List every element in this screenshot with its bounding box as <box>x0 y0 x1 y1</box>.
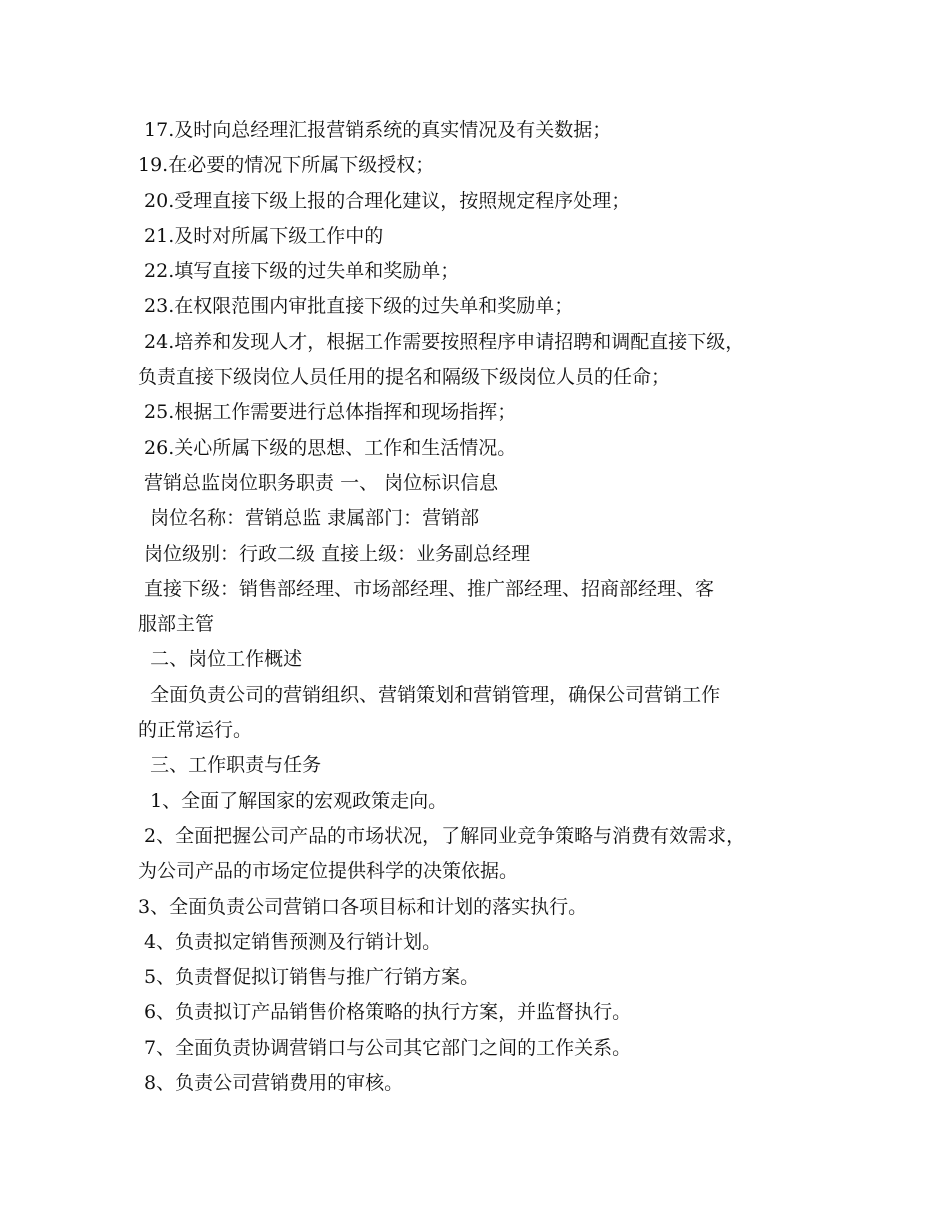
text-line: 24.培养和发现人才，根据工作需要按照程序申请招聘和调配直接下级， <box>138 330 745 353</box>
text-line: 直接下级：销售部经理、市场部经理、推广部经理、招商部经理、客 <box>138 577 715 600</box>
text-line: 负责直接下级岗位人员任用的提名和隔级下级岗位人员的任命； <box>138 366 671 389</box>
section-heading: 二、岗位工作概述 <box>138 648 303 671</box>
section-heading: 三、工作职责与任务 <box>138 754 322 777</box>
text-line: 全面负责公司的营销组织、营销策划和营销管理，确保公司营销工作 <box>138 683 721 706</box>
text-line: 的正常运行。 <box>138 719 253 742</box>
text-line: 23.在权限范围内审批直接下级的过失单和奖励单； <box>138 295 574 318</box>
text-line: 5、负责督促拟订销售与推广行销方案。 <box>138 966 480 989</box>
text-line: 22.填写直接下级的过失单和奖励单； <box>138 260 460 283</box>
text-line: 岗位名称：营销总监 隶属部门：营销部 <box>138 507 480 530</box>
text-line: 6、负责拟订产品销售价格策略的执行方案，并监督执行。 <box>138 1001 632 1024</box>
text-line: 20.受理直接下级上报的合理化建议，按照规定程序处理； <box>138 189 631 212</box>
text-line: 26.关心所属下级的思想、工作和生活情况。 <box>138 436 517 459</box>
text-line: 为公司产品的市场定位提供科学的决策依据。 <box>138 860 519 883</box>
text-line: 4、负责拟定销售预测及行销计划。 <box>138 930 442 953</box>
text-line: 7、全面负责协调营销口与公司其它部门之间的工作关系。 <box>138 1036 632 1059</box>
text-line: 1、全面了解国家的宏观政策走向。 <box>138 789 448 812</box>
text-line: 岗位级别：行政二级 直接上级：业务副总经理 <box>138 542 531 565</box>
text-line: 8、负责公司营销费用的审核。 <box>138 1072 404 1095</box>
text-line: 3、全面负责公司营销口各项目标和计划的落实执行。 <box>138 895 588 918</box>
text-line: 25.根据工作需要进行总体指挥和现场指挥； <box>138 401 517 424</box>
text-line: 19.在必要的情况下所属下级授权； <box>138 154 435 177</box>
text-line: 21.及时对所属下级工作中的 <box>138 224 384 247</box>
section-heading: 营销总监岗位职务职责 一、 岗位标识信息 <box>138 471 499 494</box>
text-line: 2、全面把握公司产品的市场状况，了解同业竞争策略与消费有效需求， <box>138 824 746 847</box>
text-line: 17.及时向总经理汇报营销系统的真实情况及有关数据； <box>138 119 612 141</box>
text-line: 服部主管 <box>138 613 215 636</box>
document-body <box>138 113 828 1101</box>
